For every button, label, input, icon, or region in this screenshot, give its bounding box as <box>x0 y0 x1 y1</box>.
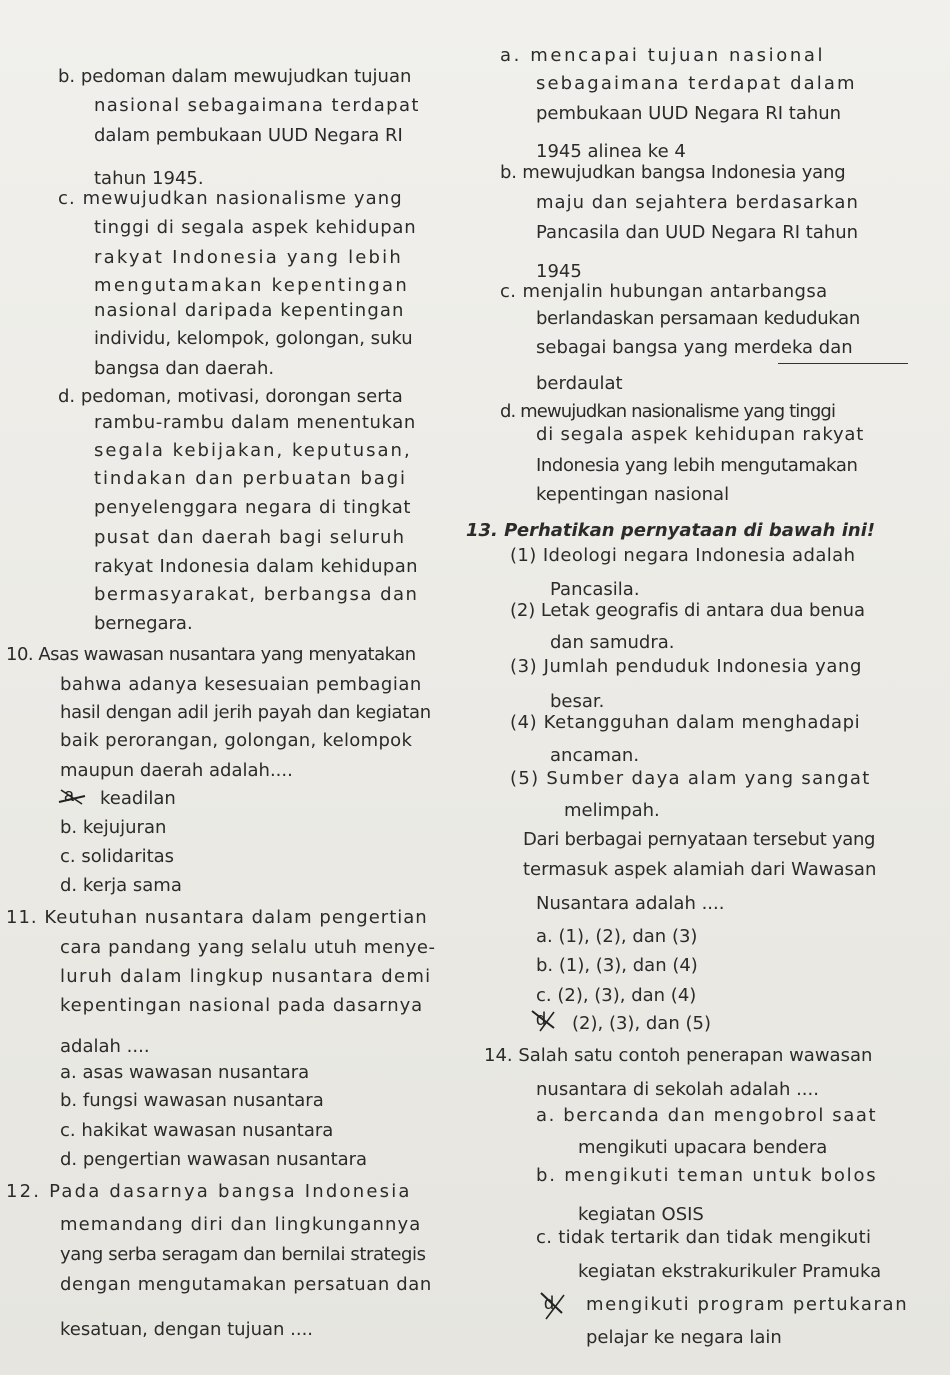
option-b: b. mengikuti teman untuk bolos <box>536 1165 878 1186</box>
text-line: Dari berbagai pernyataan tersebut yang <box>523 829 876 850</box>
text-line: kesatuan, dengan tujuan .... <box>60 1319 314 1340</box>
text-line: mengikuti upacara bendera <box>578 1137 828 1158</box>
text-line: rakyat Indonesia yang lebih <box>94 247 403 268</box>
text-line: pembukaan UUD Negara RI tahun <box>536 103 842 124</box>
text-line: rambu-rambu dalam menentukan <box>94 412 416 433</box>
option-b: b. mewujudkan bangsa Indonesia yang <box>500 162 846 183</box>
option-d: (2), (3), dan (5) <box>572 1013 711 1034</box>
text-line: Pancasila. <box>550 579 640 600</box>
option-a: keadilan <box>100 788 176 809</box>
text-line: rakyat Indonesia dalam kehidupan <box>94 556 418 577</box>
text-line: Pancasila dan UUD Negara RI tahun <box>536 222 859 243</box>
text-line: bernegara. <box>94 613 193 634</box>
text-line: hasil dengan adil jerih payah dan kegiatan <box>60 702 431 723</box>
question-12: 12. Pada dasarnya bangsa Indonesia <box>6 1181 412 1202</box>
text-line: tindakan dan perbuatan bagi <box>94 468 407 489</box>
option-line: b. pedoman dalam mewujudkan tujuan <box>58 66 412 87</box>
option-d: d. pengertian wawasan nusantara <box>60 1149 368 1170</box>
text-line: segala kebijakan, keputusan, <box>94 440 412 461</box>
svg-text:a: a <box>64 785 75 805</box>
option-b: b. (1), (3), dan (4) <box>536 955 698 976</box>
option-d: d. mewujudkan nasionalisme yang tinggi <box>500 401 836 422</box>
text-line: pelajar ke negara lain <box>586 1327 782 1348</box>
statement-1: (1) Ideologi negara Indonesia adalah <box>510 545 856 566</box>
option-b: b. fungsi wawasan nusantara <box>60 1090 324 1111</box>
option-line: c. mewujudkan nasionalisme yang <box>58 188 403 209</box>
question-11: 11. Keutuhan nusantara dalam pengertian <box>6 907 428 928</box>
text-line: di segala aspek kehidupan rakyat <box>536 424 865 445</box>
option-a: a. mencapai tujuan nasional <box>500 45 826 66</box>
question-14: 14. Salah satu contoh penerapan wawasan <box>484 1045 873 1066</box>
option-c: c. menjalin hubungan antarbangsa <box>500 281 828 302</box>
option-b: b. kejujuran <box>60 817 167 838</box>
svg-text:d: d <box>544 1293 555 1313</box>
svg-text:d: d <box>536 1009 547 1029</box>
option-a: a. asas wawasan nusantara <box>60 1062 310 1083</box>
statement-2: (2) Letak geografis di antara dua benua <box>510 600 865 621</box>
text-line: tinggi di segala aspek kehidupan <box>94 217 417 238</box>
text-line: penyelenggara negara di tingkat <box>94 497 412 518</box>
text-line: cara pandang yang selalu utuh menye- <box>60 937 436 958</box>
text-line: individu, kelompok, golongan, suku <box>94 328 413 349</box>
text-line: kegiatan ekstrakurikuler Pramuka <box>578 1261 882 1282</box>
option-line: d. pedoman, motivasi, dorongan serta <box>58 386 403 407</box>
text-line: kepentingan nasional pada dasarnya <box>60 995 424 1016</box>
question-10: 10. Asas wawasan nusantara yang menyatakan <box>6 644 416 665</box>
text-line: dalam pembukaan UUD Negara RI <box>94 125 403 146</box>
text-line: Nusantara adalah .... <box>536 893 725 914</box>
text-line: memandang diri dan lingkungannya <box>60 1214 422 1235</box>
statement-3: (3) Jumlah penduduk Indonesia yang <box>510 656 863 677</box>
text-line: bermasyarakat, berbangsa dan <box>94 584 419 605</box>
text-line: maupun daerah adalah.... <box>60 760 293 781</box>
pen-underline-mark <box>778 363 908 364</box>
statement-5: (5) Sumber daya alam yang sangat <box>510 768 871 789</box>
text-line: nusantara di sekolah adalah .... <box>536 1079 819 1100</box>
option-c: c. (2), (3), dan (4) <box>536 985 697 1006</box>
statement-4: (4) Ketangguhan dalam menghadapi <box>510 712 861 733</box>
crossed-option-d-mark <box>528 1006 562 1032</box>
option-a: a. bercanda dan mengobrol saat <box>536 1105 878 1126</box>
option-d: d. kerja sama <box>60 875 182 896</box>
text-line: maju dan sejahtera berdasarkan <box>536 192 859 213</box>
text-line: tahun 1945. <box>94 168 204 189</box>
text-line: luruh dalam lingkup nusantara demi <box>60 966 432 987</box>
text-line: bahwa adanya kesesuaian pembagian <box>60 674 422 695</box>
text-line: adalah .... <box>60 1036 150 1057</box>
text-line: sebagai bangsa yang merdeka dan <box>536 337 853 358</box>
text-line: nasional sebagaimana terdapat <box>94 95 420 116</box>
option-a: a. (1), (2), dan (3) <box>536 926 698 947</box>
text-line: ancaman. <box>550 745 640 766</box>
text-line: sebagaimana terdapat dalam <box>536 73 857 94</box>
text-line: besar. <box>550 691 605 712</box>
text-line: nasional daripada kepentingan <box>94 300 405 321</box>
text-line: dan samudra. <box>550 632 675 653</box>
crossed-option-d-mark <box>538 1287 572 1321</box>
text-line: mengutamakan kepentingan <box>94 275 410 296</box>
text-line: yang serba seragam dan bernilai strategis <box>60 1244 426 1265</box>
text-line: Indonesia yang lebih mengutamakan <box>536 455 858 476</box>
option-c: c. tidak tertarik dan tidak mengikuti <box>536 1227 872 1248</box>
question-13: 13. Perhatikan pernyataan di bawah ini! <box>466 520 876 541</box>
option-c: c. solidaritas <box>60 846 175 867</box>
text-line: 1945 <box>536 261 582 282</box>
option-c: c. hakikat wawasan nusantara <box>60 1120 334 1141</box>
text-line: melimpah. <box>564 800 660 821</box>
text-line: kepentingan nasional <box>536 484 730 505</box>
text-line: kegiatan OSIS <box>578 1204 704 1225</box>
text-line: bangsa dan daerah. <box>94 358 275 379</box>
text-line: 1945 alinea ke 4 <box>536 141 686 162</box>
crossed-option-a-mark <box>58 782 88 808</box>
text-line: termasuk aspek alamiah dari Wawasan <box>523 859 877 880</box>
text-line: berlandaskan persamaan kedudukan <box>536 308 860 329</box>
text-line: dengan mengutamakan persatuan dan <box>60 1274 432 1295</box>
text-line: baik perorangan, golongan, kelompok <box>60 730 413 751</box>
text-line: berdaulat <box>536 373 623 394</box>
option-d: mengikuti program pertukaran <box>586 1294 909 1315</box>
text-line: pusat dan daerah bagi seluruh <box>94 527 406 548</box>
